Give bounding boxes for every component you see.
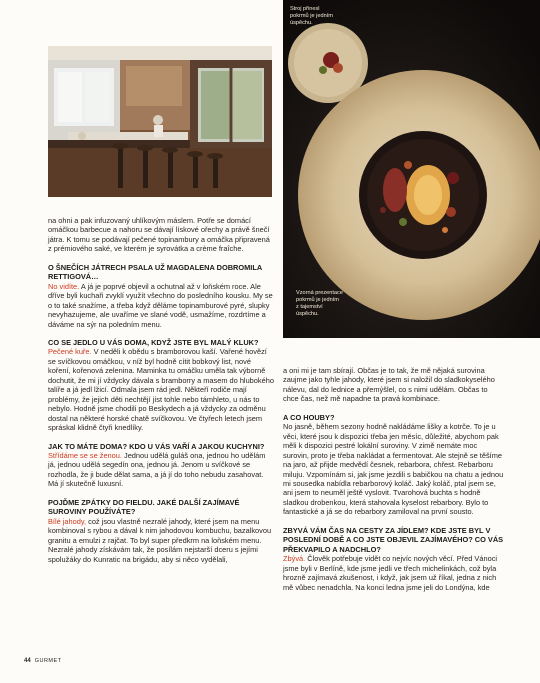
answer-ingredients xyxy=(48,517,274,564)
magazine-name: GURMET xyxy=(34,658,62,664)
photo-caption-bottom xyxy=(296,290,366,318)
question-mushrooms: A CO HOUBY? xyxy=(283,412,335,422)
right-intro-paragraph: a oni mi je tam sbírají. Občas je to tak, že mě nějaká surovina zaujme jako tyhle jahody, které jsem si naložil do sladkokyselého nálevu, dal do lednice a přemýšlel, co s nimi udělám. Občas to chce čas, než mě napadne ta pravá kombinace. xyxy=(283,366,495,404)
caption-top-line-3: úspěchu. xyxy=(290,20,313,26)
answer-body: No jasně, během sezony hodně nakládáme lišky a kotrče. To je u věci, které jsou k dispozici třeba jen měsíc, důležité, abychom pak měli k dispozici pestré lokální suroviny. V zimě nemáte moc surovin, proto je třeba nakládat a fermentovat. Ale stejně se těšíme na jaro, až přijde medvědí česnek, rebarbora, chřest. Rebarboru miluju. Vzpomínám si, jak jsme jezdili s babičkou na chatu a jednou mi sousedka nabídla rebarborový koláč. Jaký koláč, ptal jsem se, ani jsem to neuměl ještě vyslovit. Tvarohová buchta s hodně sladkou drobenkou, která stahovala kyselost rebarbory. Bylo to fantastické a já se do rebarbory zamiloval na první sousto. xyxy=(283,422,504,517)
question-home-cooking: JAK TO MÁTE DOMA? KDO U VÁS VAŘÍ A JAKOU KUCHYNI? xyxy=(48,441,265,451)
right-text-column xyxy=(283,366,505,592)
restaurant-interior-illustration xyxy=(48,46,272,197)
page-number: 44 xyxy=(24,658,31,664)
caption-bottom-line-1: Vzorná prezentace xyxy=(296,290,343,296)
caption-bottom-line-3: z tajemství xyxy=(296,304,323,310)
question-food-travel: ZBYVÁ VÁM ČAS NA CESTY ZA JÍDLEM? KDE JSTE BYL V POSLEDNÍ DOBĚ A CO JSTE OBJEVIL ZAJÍMAVÉHO? CO VÁS PŘEKVAPILO A NADCHLO? xyxy=(283,525,504,554)
answer-childhood-food xyxy=(48,347,274,432)
answer-lead: Bílé jahody, xyxy=(48,516,87,526)
answer-lead: No vidíte. xyxy=(48,281,80,291)
question-ingredients: POJĎME ZPÁTKY DO FIELDU. JAKÉ DALŠÍ ZAJÍMAVÉ SUROVINY POUŽÍVÁTE? xyxy=(48,497,240,517)
question-snail-liver: O ŠNEČÍCH JÁTRECH PSALA UŽ MAGDALENA DOBROMILA RETTIGOVÁ… xyxy=(48,262,262,282)
left-text-column xyxy=(48,216,274,564)
question-childhood-food: CO SE JEDLO U VÁS DOMA, KDYŽ JSTE BYL MALÝ KLUK? xyxy=(48,337,259,347)
page-footer xyxy=(24,658,62,664)
answer-body: A já je poprvé objevil a ochutnal až v loňském roce. Ale dříve byli kuchaři zvyklí využít všechno do posledního kousku. My se o to také snažíme, a třeba když děláme topinamburové pyré, slupky nevyhazujeme, ale uvaříme ve slané vodě, usmažíme, rozdrtíme a dáváme na sýr na poledním menu. xyxy=(48,281,273,329)
answer-home-cooking xyxy=(48,451,274,489)
left-intro-paragraph: na ohni a pak infuzovaný uhlíkovým máslem. Potře se domácí omáčkou barbecue a nahoru se dávají lískové ořechy a právě šnečí játra. K tomu se podávají pečené topinambury a omáčka připravená z prémiového saké, ve kterém je syrovátka a crème fraîche. xyxy=(48,216,270,254)
caption-bottom-line-4: úspěchu. xyxy=(296,311,319,317)
answer-body: V neděli k obědu s bramborovou kaší. Vařené hovězí se svíčkovou omáčkou, v níž byl hodně cítit bobkový list, nové koření, kořenová zelenina. Maminka tu omáčku uměla tak výborně dochutit, že mi jí vždycky dávala s bramborry a masem do hlubokého talíře a já jedl lžicí. Odmala jsem rád jedl. Někteří rodiče mají problémy, že jejich děti nechtějí jíst tohle nebo támhleto, u nás to nebylo. Hodně jsme chodili po Beskydech a já vždycky za odměnu dostal na některé horské chatě svíčkovou. Ve čtyřech letech jsem spráskal klidně čtyři knedlíky. xyxy=(48,347,274,433)
caption-bottom-line-2: pokrmů je jedním xyxy=(296,297,339,303)
answer-lead: Střídáme se se ženou. xyxy=(48,450,122,460)
restaurant-interior-photo xyxy=(48,46,272,197)
dish-photo xyxy=(283,0,540,338)
caption-top-line-2: pokrmů je jedním xyxy=(290,13,333,19)
answer-body: Člověk potřebuje vidět co nejvíc nových věcí. Před Vánoci jsme byli v Berlíně, kde jsme jedli ve třech michelinkách, což byla hrozně zajímavá zkušenost, i když, jak jsem už říkal, jedna z nich mě vůbec nenadchla. Na konci ledna jsme jeli do Londýna, kde xyxy=(283,554,498,592)
answer-snail-liver xyxy=(48,282,274,329)
photo-caption-top xyxy=(290,6,350,27)
answer-lead: Zbývá. xyxy=(283,554,306,564)
answer-food-travel xyxy=(283,554,505,592)
plated-dish-illustration xyxy=(283,0,540,338)
caption-top-line-1: Stroj přinesl xyxy=(290,6,320,12)
answer-mushrooms xyxy=(283,422,505,517)
answer-body: což jsou vlastně nezralé jahody, které jsem na menu kombinoval s rybou a dával k nim jahodovou kombuchu, bazalkovou granitu a emulzi z rajčat. To byl super předkrm na loňském menu. Nezralé jahody získávám tak, že posílám nejstarší dceru s jejími spolužáky do Kunratic na brigádu, aby si něco vydělali, xyxy=(48,516,272,564)
answer-lead: Pečené kuře. xyxy=(48,347,92,357)
answer-body: Jednou udělá guláš ona, jednou ho udělám já, jednou udělá segedín ona, jednou já. Jenom u svíčkové se rozhodla, že ji bude dělat sama, a já jí do toho nebudu zasahovat. Má jí skutečně luxusní. xyxy=(48,450,266,489)
